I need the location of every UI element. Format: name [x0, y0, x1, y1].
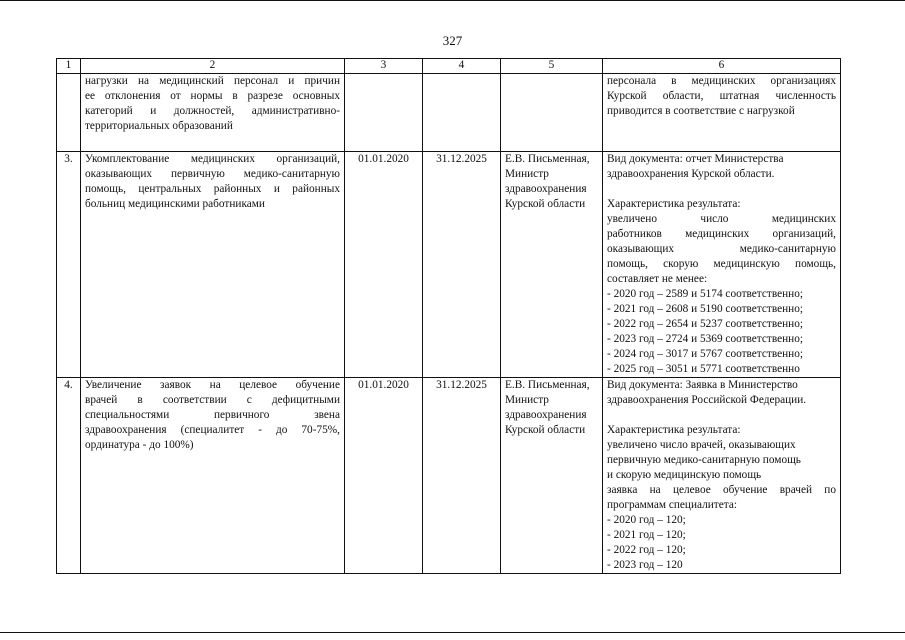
- text-line: - 2020 год – 2589 и 5174 соответственно;: [607, 288, 803, 300]
- text-line: работников медицинских организаций,: [607, 228, 836, 240]
- responsible-name: Е.В. Письменная,: [505, 153, 590, 165]
- text-line: помощь, скорую медицинскую помощь,: [607, 258, 836, 270]
- responsible-position: Министр: [505, 168, 549, 180]
- responsible: [501, 74, 603, 152]
- measures-table: [56, 58, 841, 574]
- text-line: оказывающих медико-санитарную: [607, 243, 836, 255]
- text-line: программам специалитета:: [607, 499, 737, 511]
- result-description: [603, 378, 841, 574]
- responsible-position: Курской области: [505, 198, 586, 210]
- text-line: - 2022 год – 2654 и 5237 соответственно;: [607, 318, 803, 330]
- column-header: 5: [501, 59, 603, 74]
- text-line: нагрузки на медицинский персонал и причин: [85, 75, 340, 87]
- blank-line: [607, 182, 836, 197]
- row-number: [57, 74, 81, 152]
- text-line: - 2021 год – 120;: [607, 529, 686, 541]
- text-line: Характеристика результата:: [607, 424, 741, 436]
- text-line: Увеличение заявок на целевое обучение: [85, 379, 340, 391]
- text-line: - 2023 год – 2724 и 5369 соответственно;: [607, 333, 803, 345]
- end-date: 31.12.2025: [423, 152, 501, 378]
- scan-border-top: [0, 0, 905, 1]
- text-line: Вид документа: Заявка в Министерство: [607, 379, 798, 391]
- responsible: [501, 152, 603, 378]
- table-header-row: [57, 59, 841, 74]
- row-number: 3.: [57, 152, 81, 378]
- text-line: - 2022 год – 120;: [607, 544, 686, 556]
- text-line: Укомплектование медицинских организаций,: [85, 153, 340, 165]
- text-line: врачей в соответствии с дефицитными: [85, 394, 340, 406]
- result-description: [603, 152, 841, 378]
- scan-border-bottom: [0, 632, 905, 633]
- text-line: персонала в медицинских организациях: [607, 75, 836, 87]
- column-header: 3: [345, 59, 423, 74]
- text-line: Курской области, штатная численность: [607, 90, 836, 102]
- text-line: оказывающих первичную медико-санитарную: [85, 168, 340, 180]
- text-line: первичную медико-санитарную помощь: [607, 454, 801, 466]
- text-line: - 2024 год – 3017 и 5767 соответственно;: [607, 348, 803, 360]
- text-line: территориальных образований: [85, 120, 233, 132]
- text-line: приводится в соответствие с нагрузкой: [607, 105, 795, 117]
- text-line: больниц медицинскими работниками: [85, 198, 265, 210]
- event-description: [81, 378, 345, 574]
- text-line: составляет не менее:: [607, 273, 708, 285]
- text-line: здравоохранения Российской Федерации.: [607, 394, 807, 406]
- start-date: 01.01.2020: [345, 378, 423, 574]
- start-date: [345, 74, 423, 152]
- row-number: 4.: [57, 378, 81, 574]
- text-line: и скорую медицинскую помощь: [607, 469, 762, 481]
- text-line: ординатура - до 100%): [85, 439, 194, 451]
- page-number: 327: [442, 33, 463, 48]
- event-description: [81, 152, 345, 378]
- text-line: увеличено число медицинских: [607, 213, 836, 225]
- responsible-position: здравоохранения: [505, 183, 587, 195]
- text-line: категорий и должностей, административно-: [85, 105, 340, 117]
- text-line: - 2021 год – 2608 и 5190 соответственно;: [607, 303, 803, 315]
- column-header: 2: [81, 59, 345, 74]
- end-date: [423, 74, 501, 152]
- responsible: [501, 378, 603, 574]
- text-line: помощь, центральных районных и районных: [85, 183, 340, 195]
- event-description: [81, 74, 345, 152]
- responsible-name: Е.В. Письменная,: [505, 379, 590, 391]
- text-line: специальностями первичного звена: [85, 409, 340, 421]
- responsible-position: здравоохранения: [505, 409, 587, 421]
- text-line: Характеристика результата:: [607, 198, 741, 210]
- text-line: здравоохранения (специалитет - до 70-75%,: [85, 424, 340, 436]
- start-date: 01.01.2020: [345, 152, 423, 378]
- text-line: здравоохранения Курской области.: [607, 168, 775, 180]
- blank-line: [607, 408, 836, 423]
- table-row: [57, 74, 841, 152]
- text-line: Вид документа: отчет Министерства: [607, 153, 784, 165]
- table-row: [57, 152, 841, 378]
- result-description: [603, 74, 841, 152]
- text-line: увеличено число врачей, оказывающих: [607, 439, 796, 451]
- text-line: - 2023 год – 120: [607, 559, 683, 571]
- end-date: 31.12.2025: [423, 378, 501, 574]
- text-line: - 2025 год – 3051 и 5771 соответственно: [607, 363, 800, 375]
- column-header: 4: [423, 59, 501, 74]
- column-header: 1: [57, 59, 81, 74]
- text-line: ее отклонения от нормы в разрезе основных: [85, 90, 340, 102]
- table-row: [57, 378, 841, 574]
- text-line: - 2020 год – 120;: [607, 514, 686, 526]
- column-header: 6: [603, 59, 841, 74]
- responsible-position: Курской области: [505, 424, 586, 436]
- text-line: заявка на целевое обучение врачей по: [607, 484, 836, 496]
- responsible-position: Министр: [505, 394, 549, 406]
